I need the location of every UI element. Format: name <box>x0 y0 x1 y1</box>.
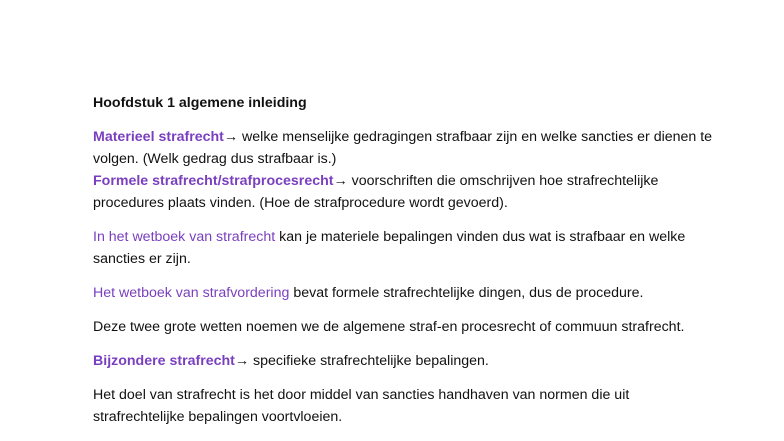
arrow-icon: → <box>223 129 239 145</box>
paragraph-wetboek-strafrecht <box>93 226 724 270</box>
paragraph-doel-strafrecht: Het doel van strafrecht is het door middel van sancties handhaven van normen die uit strafrechtelijke bepalingen voortvloeien. <box>93 387 630 425</box>
paragraph-commuun-strafrecht: Deze twee grote wetten noemen we de algemene straf-en procesrecht of commuun strafrecht. <box>93 319 685 335</box>
paragraph-text: kan je materiele bepalingen vinden dus wat is strafbaar en welke sancties er zijn. <box>93 229 686 267</box>
term-formele-strafrecht: Formele strafrecht/strafprocesrecht <box>93 173 334 189</box>
paragraph-materieel-strafrecht <box>93 126 724 170</box>
term-wetboek-strafvordering: Het wetboek van strafvordering <box>93 285 290 301</box>
chapter-heading: Hoofdstuk 1 algemene inleiding <box>93 95 307 111</box>
paragraph-text: specifieke strafrechtelijke bepalingen. <box>249 353 489 369</box>
paragraph-wetboek-strafvordering <box>93 282 724 304</box>
paragraph-text: voorschriften die omschrijven hoe strafrechtelijke procedures plaats vinden. (Hoe de strafprocedure wordt gevoerd). <box>93 173 659 211</box>
arrow-icon: → <box>333 173 348 189</box>
paragraph-bijzondere-strafrecht <box>93 350 724 372</box>
paragraph-text: welke menselijke gedragingen strafbaar zijn en welke sancties er dienen te volgen. (Welk gedrag dus strafbaar is.) <box>93 129 713 167</box>
term-materieel-strafrecht: Materieel strafrecht <box>93 129 224 145</box>
paragraph-text: bevat formele strafrechtelijke dingen, dus de procedure. <box>289 285 644 301</box>
arrow-icon: → <box>234 353 250 369</box>
term-bijzondere-strafrecht: Bijzondere strafrecht <box>93 353 235 369</box>
term-wetboek-strafrecht: In het wetboek van strafrecht <box>93 229 276 245</box>
paragraph-formele-strafrecht <box>93 170 724 214</box>
